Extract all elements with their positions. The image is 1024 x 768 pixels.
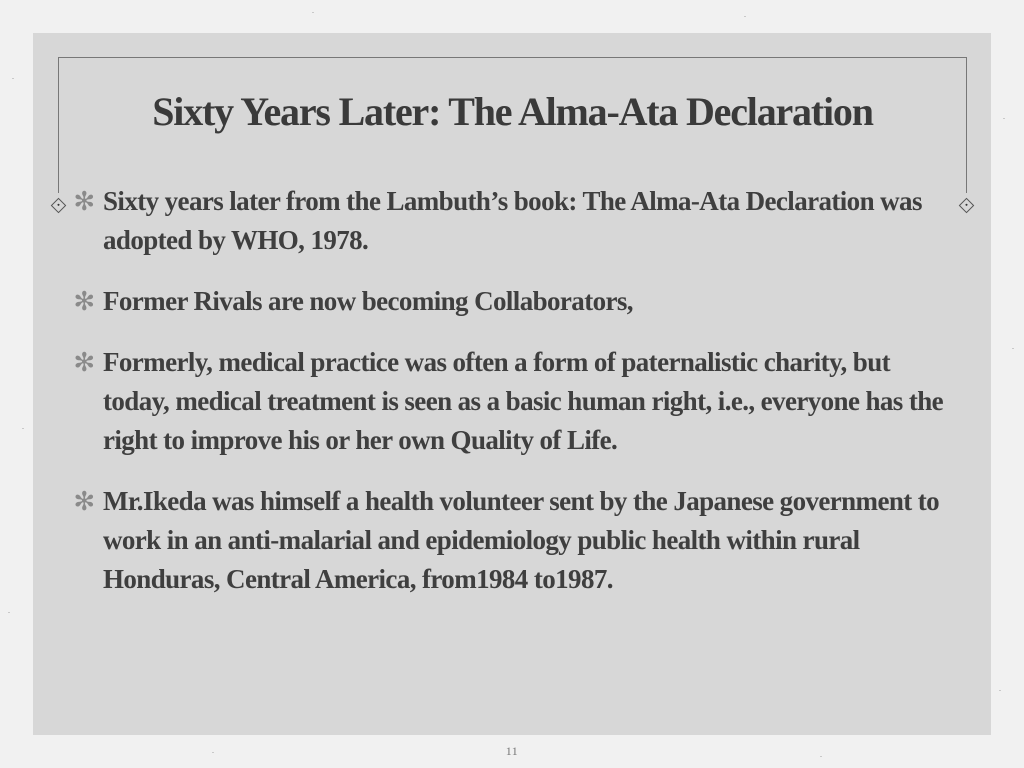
bullet-text: Sixty years later from the Lambuth’s book: The Alma-Ata Declaration was adopted by WHO, 1978. xyxy=(103,186,922,255)
page-number: 11 xyxy=(505,744,519,758)
bullet-list xyxy=(72,182,952,621)
bullet-item xyxy=(72,343,952,460)
paper-speckle xyxy=(1012,348,1014,349)
slide-title: Sixty Years Later: The Alma-Ata Declaration xyxy=(152,89,873,134)
paper-speckle xyxy=(8,612,10,613)
paper-speckle xyxy=(999,690,1001,691)
title-frame-top-rule xyxy=(58,57,967,58)
asterisk-bullet-icon: ✻ xyxy=(73,187,95,216)
bullet-text: Formerly, medical practice was often a form of paternalistic charity, but today, medical treatment is seen as a basic human right, i.e., everyone has the right to improve his or her own Quality of Life. xyxy=(103,347,944,455)
paper-speckle xyxy=(12,78,14,79)
paper-speckle xyxy=(22,428,24,429)
paper-speckle xyxy=(312,12,314,13)
paper-speckle xyxy=(212,752,214,753)
paper-speckle xyxy=(744,16,746,17)
paper-speckle xyxy=(1003,118,1005,119)
bullet-item xyxy=(72,482,952,599)
asterisk-bullet-icon: ✻ xyxy=(73,348,95,377)
asterisk-bullet-icon: ✻ xyxy=(73,287,95,316)
bullet-text: Mr.Ikeda was himself a health volunteer sent by the Japanese government to work in an anti-malarial and epidemiology public health within rural Honduras, Central America, from1984 to1987. xyxy=(103,486,940,594)
asterisk-bullet-icon: ✻ xyxy=(73,487,95,516)
bullet-item xyxy=(72,182,952,260)
bullet-item xyxy=(72,282,952,321)
bullet-text: Former Rivals are now becoming Collaborators, xyxy=(103,286,633,316)
paper-speckle xyxy=(820,756,822,757)
